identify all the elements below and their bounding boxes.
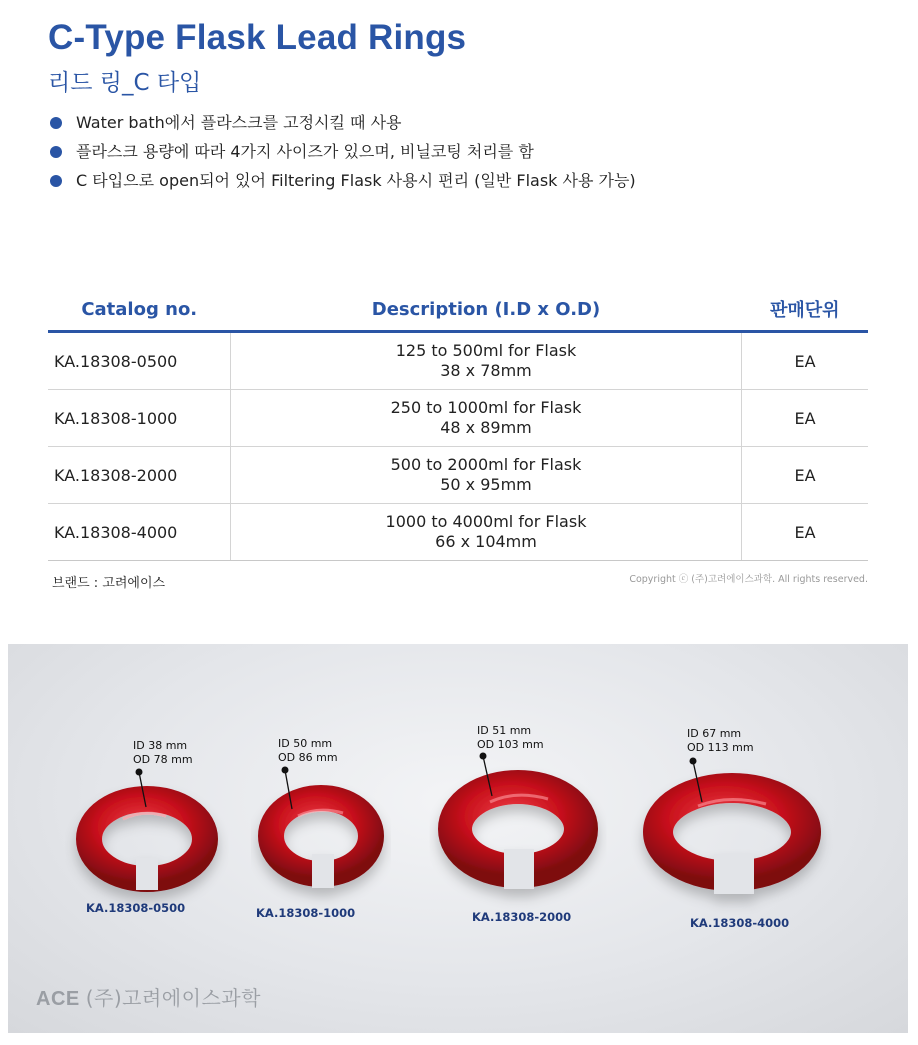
feature-text: Water bath에서 플라스크를 고정시킬 때 사용 xyxy=(76,113,402,132)
table-row xyxy=(48,390,868,447)
product-table xyxy=(48,290,868,561)
ring-od: OD 103 mm xyxy=(477,738,544,751)
ring-4000 xyxy=(658,788,806,894)
feature-list xyxy=(48,110,636,197)
unit-cell: EA xyxy=(742,504,869,561)
leader-dot-icon xyxy=(136,769,143,776)
ring-code: KA.18308-2000 xyxy=(472,910,572,924)
page-title: C-Type Flask Lead Rings xyxy=(48,18,467,57)
bullet-dot-icon xyxy=(50,175,62,187)
description-size: 38 x 78mm xyxy=(440,361,532,380)
ring-1000 xyxy=(271,798,371,888)
feature-item xyxy=(48,139,636,168)
description-cell xyxy=(231,504,742,561)
description-range: 500 to 2000ml for Flask xyxy=(390,455,582,474)
feature-text: 플라스크 용량에 따라 4가지 사이즈가 있으며, 비닐코팅 처리를 함 xyxy=(76,142,534,161)
logo-text: (주)고려에이스과학 xyxy=(85,986,261,1010)
catalog-cell: KA.18308-4000 xyxy=(48,504,231,561)
description-range: 1000 to 4000ml for Flask xyxy=(385,512,587,531)
ring-spec xyxy=(687,727,754,755)
leader-dot-icon xyxy=(480,753,487,760)
ring-code: KA.18308-0500 xyxy=(86,901,186,915)
catalog-cell: KA.18308-2000 xyxy=(48,447,231,504)
header-description: Description (I.D x O.D) xyxy=(231,290,742,332)
ring-spec xyxy=(133,739,193,767)
description-range: 125 to 500ml for Flask xyxy=(395,341,577,360)
feature-text: C 타입으로 open되어 있어 Filtering Flask 사용시 편리 (일반 Flask 사용 가능) xyxy=(76,171,636,190)
ring-spec xyxy=(477,724,544,752)
unit-cell: EA xyxy=(742,390,869,447)
brand-label: 브랜드 : 고려에이스 xyxy=(52,576,166,591)
ring-od: OD 78 mm xyxy=(133,753,193,766)
table-header-row xyxy=(48,290,868,332)
ring-id: ID 67 mm xyxy=(687,727,742,740)
ring-0500 xyxy=(89,799,205,890)
description-size: 66 x 104mm xyxy=(435,532,537,551)
description-cell xyxy=(231,447,742,504)
description-size: 48 x 89mm xyxy=(440,418,532,437)
ring-spec xyxy=(278,737,338,765)
description-cell xyxy=(231,332,742,390)
header-catalog: Catalog no. xyxy=(48,290,231,332)
ring-od: OD 113 mm xyxy=(687,741,754,754)
table-row xyxy=(48,504,868,561)
catalog-cell: KA.18308-0500 xyxy=(48,332,231,390)
ring-od: OD 86 mm xyxy=(278,751,338,764)
feature-item xyxy=(48,110,636,139)
product-photo xyxy=(8,644,908,1033)
feature-item xyxy=(48,168,636,197)
unit-cell: EA xyxy=(742,447,869,504)
ring-code: KA.18308-4000 xyxy=(690,916,790,930)
description-range: 250 to 1000ml for Flask xyxy=(390,398,582,417)
description-size: 50 x 95mm xyxy=(440,475,532,494)
company-logo xyxy=(36,982,261,1011)
header-unit: 판매단위 xyxy=(742,290,869,332)
ring-id: ID 38 mm xyxy=(133,739,188,752)
ring-id: ID 50 mm xyxy=(278,737,333,750)
leader-dot-icon xyxy=(282,767,289,774)
table-row xyxy=(48,332,868,390)
leader-dot-icon xyxy=(690,758,697,765)
rings-illustration xyxy=(8,644,908,1033)
logo-mark-icon: ACE xyxy=(36,988,80,1010)
ring-code: KA.18308-1000 xyxy=(256,906,356,920)
bullet-dot-icon xyxy=(50,117,62,129)
ring-2000 xyxy=(455,787,581,889)
description-cell xyxy=(231,390,742,447)
table-row xyxy=(48,447,868,504)
unit-cell: EA xyxy=(742,332,869,390)
ring-id: ID 51 mm xyxy=(477,724,532,737)
page-subtitle: 리드 링_C 타입 xyxy=(48,70,202,96)
copyright-notice: Copyright ⓒ (주)고려에이스과학. All rights reserved. xyxy=(629,574,868,585)
bullet-dot-icon xyxy=(50,146,62,158)
catalog-cell: KA.18308-1000 xyxy=(48,390,231,447)
